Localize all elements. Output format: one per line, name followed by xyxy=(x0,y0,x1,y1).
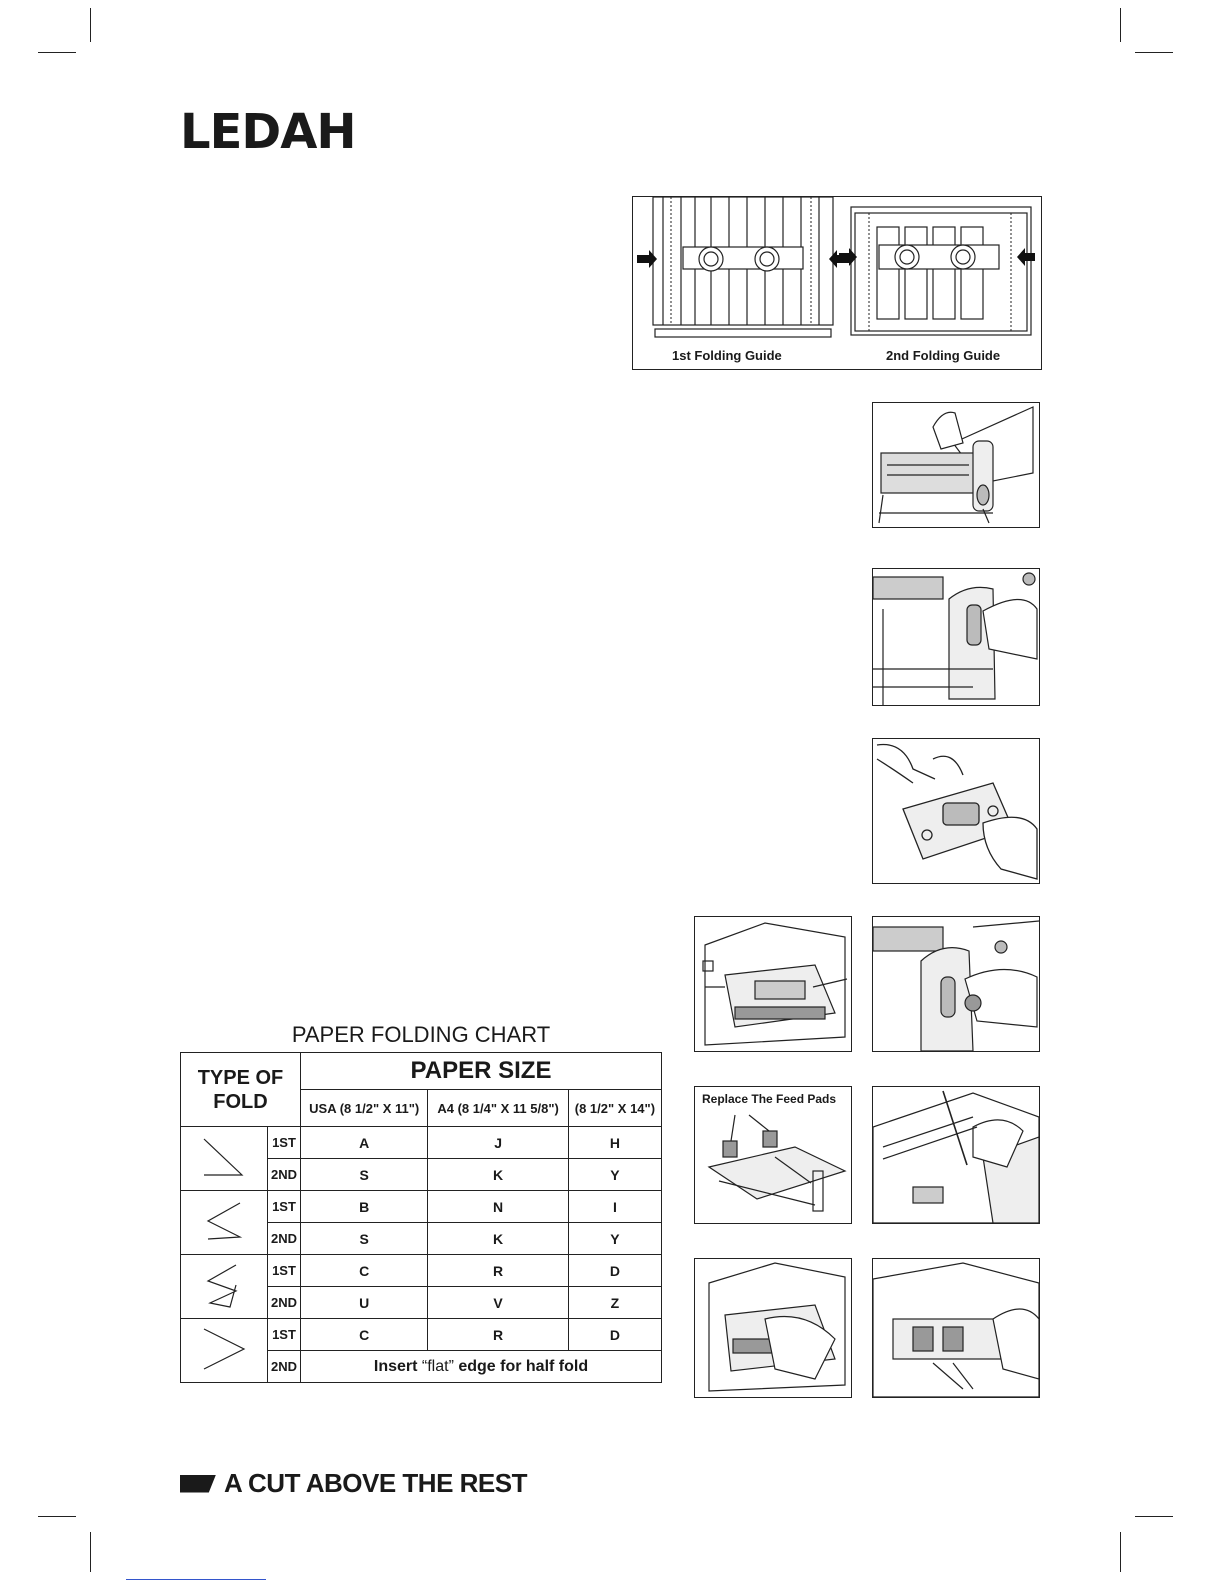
tagline-text: A CUT ABOVE THE REST xyxy=(224,1468,527,1498)
machine-feed-illustration xyxy=(872,402,1040,528)
first-guide-label: 1st Folding Guide xyxy=(672,348,782,363)
table-cell: V xyxy=(428,1287,568,1319)
table-cell: S xyxy=(301,1223,428,1255)
note-text: Insert xyxy=(373,1357,422,1375)
crop-mark xyxy=(1120,1532,1121,1572)
side-knob-illustration xyxy=(872,916,1040,1052)
note-flat-word: “flat” xyxy=(421,1357,454,1375)
table-row xyxy=(181,1319,662,1351)
paper-folding-chart xyxy=(180,1052,662,1383)
table-cell: R xyxy=(428,1255,568,1287)
crop-mark xyxy=(1135,1516,1173,1517)
fold-order: 1ST xyxy=(268,1319,301,1351)
machine-open-front-illustration xyxy=(694,1258,852,1398)
folding-guides-figure xyxy=(632,196,1042,370)
second-guide-label: 2nd Folding Guide xyxy=(886,348,1001,363)
table-cell: J xyxy=(428,1127,568,1159)
paper-size-header: PAPER SIZE xyxy=(301,1053,662,1090)
table-cell: R xyxy=(428,1319,568,1351)
table-cell: C xyxy=(301,1319,428,1351)
brand-logo: LEDAH xyxy=(180,104,356,160)
side-adjust-illustration xyxy=(872,568,1040,706)
table-cell: D xyxy=(568,1319,661,1351)
roller-part-illustration xyxy=(872,738,1040,884)
fold-order: 1ST xyxy=(268,1255,301,1287)
table-cell: C xyxy=(301,1255,428,1287)
crop-mark xyxy=(90,1532,91,1572)
fold-order: 2ND xyxy=(268,1159,301,1191)
chart-title: PAPER FOLDING CHART xyxy=(291,1022,551,1047)
tagline-bar-icon xyxy=(180,1475,216,1493)
crop-mark xyxy=(38,1516,76,1517)
machine-top-open-illustration xyxy=(694,916,852,1052)
table-row xyxy=(181,1191,662,1223)
table-row xyxy=(181,1255,662,1287)
roller-replace-illustration xyxy=(872,1258,1040,1398)
link-underline xyxy=(126,1579,266,1580)
zigzag-fold-icon xyxy=(181,1191,268,1255)
table-cell: U xyxy=(301,1287,428,1319)
half-fold-note xyxy=(301,1351,662,1383)
double-fold-icon xyxy=(181,1255,268,1319)
table-cell: I xyxy=(568,1191,661,1223)
table-cell: D xyxy=(568,1255,661,1287)
half-fold-icon xyxy=(181,1127,268,1191)
footer-tagline xyxy=(180,1468,527,1499)
table-row xyxy=(181,1127,662,1159)
single-fold-icon xyxy=(181,1319,268,1383)
crop-mark xyxy=(90,8,91,42)
fold-order: 1ST xyxy=(268,1127,301,1159)
fold-order: 2ND xyxy=(268,1351,301,1383)
col-usa: USA (8 1/2" X 11") xyxy=(301,1090,428,1127)
crop-mark xyxy=(1120,8,1121,42)
table-cell: Z xyxy=(568,1287,661,1319)
table-cell: S xyxy=(301,1159,428,1191)
table-cell: N xyxy=(428,1191,568,1223)
fold-order: 2ND xyxy=(268,1287,301,1319)
feed-pads-illustration xyxy=(694,1086,852,1224)
crop-mark xyxy=(1135,52,1173,53)
table-cell: H xyxy=(568,1127,661,1159)
type-of-fold-header: TYPE OF FOLD xyxy=(181,1053,301,1127)
feed-pads-label: Replace The Feed Pads xyxy=(702,1092,837,1106)
table-cell: Y xyxy=(568,1223,661,1255)
note-text: edge for half fold xyxy=(453,1357,589,1375)
table-cell: K xyxy=(428,1223,568,1255)
col-legal: (8 1/2" X 14") xyxy=(568,1090,661,1127)
table-cell: B xyxy=(301,1191,428,1223)
table-cell: K xyxy=(428,1159,568,1191)
table-cell: A xyxy=(301,1127,428,1159)
col-a4: A4 (8 1/4" X 11 5/8") xyxy=(428,1090,568,1127)
crop-mark xyxy=(38,52,76,53)
paper-tray-illustration xyxy=(872,1086,1040,1224)
fold-order: 1ST xyxy=(268,1191,301,1223)
fold-order: 2ND xyxy=(268,1223,301,1255)
table-cell: Y xyxy=(568,1159,661,1191)
